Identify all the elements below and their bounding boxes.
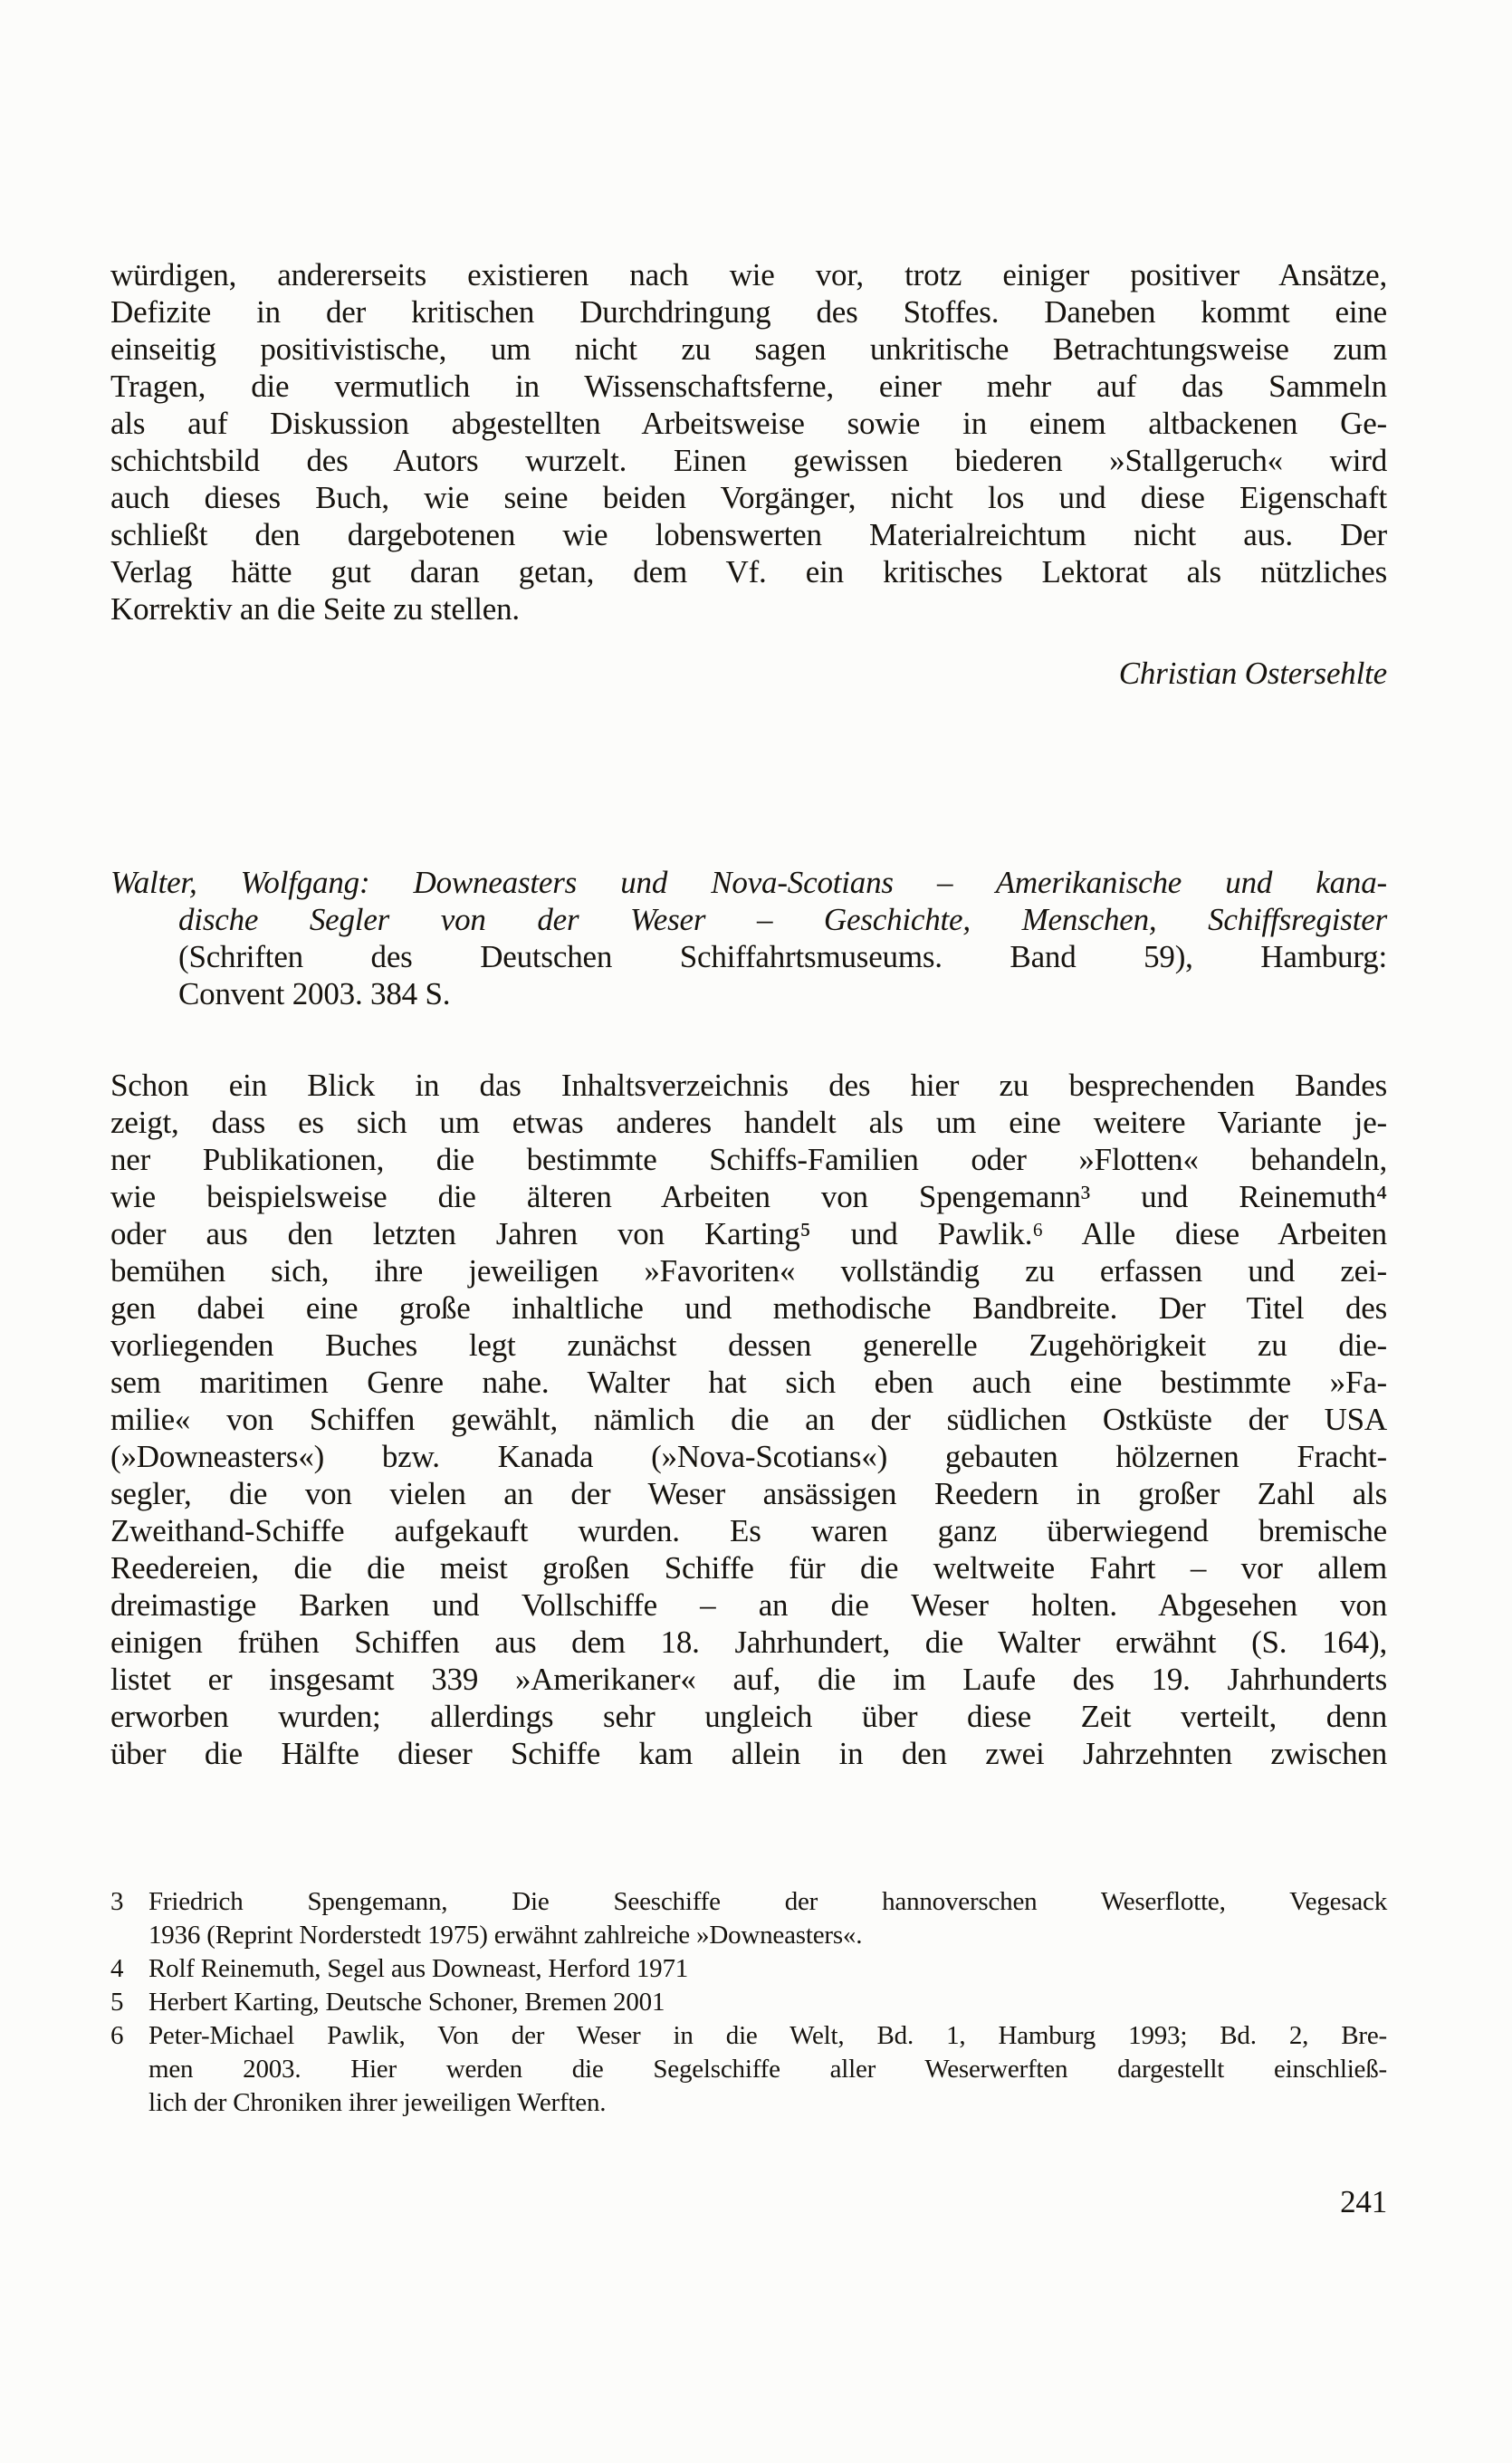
citation-line: Convent 2003. 384 S. — [178, 976, 451, 1011]
footnote-line: lich der Chroniken ihrer jeweiligen Werften. — [148, 2088, 607, 2117]
text-line: als auf Diskussion abgestellten Arbeitsweise sowie in einem altbackenen Ge- — [110, 406, 1387, 441]
footnote-text: Herbert Karting, Deutsche Schoner, Bremen 2001 — [148, 1988, 665, 2017]
reviewer-signature: Christian Ostersehlte — [1118, 656, 1387, 691]
body-paragraph — [110, 1067, 1387, 1772]
page-number: 241 — [1340, 2184, 1387, 2219]
text-line: Reedereien, die die meist großen Schiffe für die weltweite Fahrt – vor allem — [110, 1550, 1387, 1586]
text-line: einigen frühen Schiffen aus dem 18. Jahrhundert, die Walter erwähnt (S. 164), — [110, 1624, 1387, 1660]
text-line: einseitig positivistische, um nicht zu sagen unkritische Betrachtungsweise zum — [110, 331, 1387, 367]
footnote-number: 6 — [110, 2021, 124, 2050]
citation-line: (Schriften des Deutschen Schiffahrtsmuseums. Band 59), Hamburg: — [178, 939, 1387, 974]
footnote-line — [110, 1952, 1387, 1986]
text-line: Verlag hätte gut daran getan, dem Vf. ein kritisches Lektorat als nützliches — [110, 554, 1387, 589]
text-line: über die Hälfte dieser Schiffe kam allein in den zwei Jahrzehnten zwischen — [110, 1736, 1387, 1771]
footnote-line: men 2003. Hier werden die Segelschiffe aller Weserwerften dargestellt einschließ- — [148, 2055, 1387, 2084]
text-line: Defizite in der kritischen Durchdringung des Stoffes. Daneben kommt eine — [110, 294, 1387, 330]
footnote-text: Rolf Reinemuth, Segel aus Downeast, Herford 1971 — [148, 1954, 689, 1983]
footnote — [110, 1952, 1387, 1986]
review-paragraph — [110, 256, 1387, 692]
book-citation — [110, 864, 1387, 1012]
footnote-text: Friedrich Spengemann, Die Seeschiffe der hannoverschen Weserflotte, Vegesack — [148, 1887, 1387, 1916]
footnote-number: 4 — [110, 1954, 124, 1983]
text-line: Schon ein Blick in das Inhaltsverzeichnis des hier zu besprechenden Bandes — [110, 1068, 1387, 1103]
text-line: milie« von Schiffen gewählt, nämlich die an der südlichen Ostküste der USA — [110, 1402, 1387, 1437]
footnote — [110, 1986, 1387, 2019]
text-line: oder aus den letzten Jahren von Karting⁵ und Pawlik.⁶ Alle diese Arbeiten — [110, 1216, 1387, 1251]
footnote-line — [110, 1885, 1387, 1919]
text-line: segler, die von vielen an der Weser ansässigen Reedern in großer Zahl als — [110, 1476, 1387, 1511]
footnote-text: Peter-Michael Pawlik, Von der Weser in die Welt, Bd. 1, Hamburg 1993; Bd. 2, Bre- — [148, 2021, 1387, 2050]
footnote-line — [110, 2019, 1387, 2053]
text-line: auch dieses Buch, wie seine beiden Vorgänger, nicht los und diese Eigenschaft — [110, 480, 1387, 515]
text-line: gen dabei eine große inhaltliche und methodische Bandbreite. Der Titel des — [110, 1290, 1387, 1326]
footnote — [110, 2019, 1387, 2120]
text-line: erworben wurden; allerdings sehr ungleich über diese Zeit verteilt, denn — [110, 1699, 1387, 1734]
text-line: schließt den dargebotenen wie lobenswerten Materialreichtum nicht aus. Der — [110, 517, 1387, 552]
footnote — [110, 1885, 1387, 1952]
footnote-number: 5 — [110, 1988, 124, 2017]
text-line: Zweithand-Schiffe aufgekauft wurden. Es waren ganz überwiegend bremische — [110, 1513, 1387, 1548]
text-line: listet er insgesamt 339 »Amerikaner« auf, die im Laufe des 19. Jahrhunderts — [110, 1662, 1387, 1697]
text-line: dreimastige Barken und Vollschiffe – an die Weser holten. Abgesehen von — [110, 1587, 1387, 1623]
text-line: Tragen, die vermutlich in Wissenschaftsferne, einer mehr auf das Sammeln — [110, 369, 1387, 404]
text-line: schichtsbild des Autors wurzelt. Einen gewissen biederen »Stallgeruch« wird — [110, 443, 1387, 478]
footnote-number: 3 — [110, 1887, 124, 1916]
text-line: ner Publikationen, die bestimmte Schiffs-Familien oder »Flotten« behandeln, — [110, 1142, 1387, 1177]
footnotes-section — [110, 1885, 1387, 2120]
text-line: (»Downeasters«) bzw. Kanada (»Nova-Scotians«) gebauten hölzernen Fracht- — [110, 1439, 1387, 1474]
text-line: würdigen, andererseits existieren nach wie vor, trotz einiger positiver Ansätze, — [110, 257, 1387, 292]
text-line: vorliegenden Buches legt zunächst dessen generelle Zugehörigkeit zu die- — [110, 1327, 1387, 1363]
text-line: sem maritimen Genre nahe. Walter hat sich eben auch eine bestimmte »Fa- — [110, 1365, 1387, 1400]
text-line: bemühen sich, ihre jeweiligen »Favoriten« vollständig zu erfassen und zei- — [110, 1253, 1387, 1289]
footnote-line — [110, 1986, 1387, 2019]
text-line: zeigt, dass es sich um etwas anderes handelt als um eine weitere Variante je- — [110, 1105, 1387, 1140]
citation-line: Walter, Wolfgang: Downeasters und Nova-Scotians – Amerikanische und kana- — [110, 865, 1387, 900]
citation-line: dische Segler von der Weser – Geschichte, Menschen, Schiffsregister — [178, 902, 1387, 937]
text-line: Korrektiv an die Seite zu stellen. — [110, 591, 520, 627]
footnote-line: 1936 (Reprint Norderstedt 1975) erwähnt zahlreiche »Downeasters«. — [148, 1921, 863, 1950]
text-line: wie beispielsweise die älteren Arbeiten von Spengemann³ und Reinemuth⁴ — [110, 1179, 1387, 1214]
text-column — [110, 256, 1387, 2220]
